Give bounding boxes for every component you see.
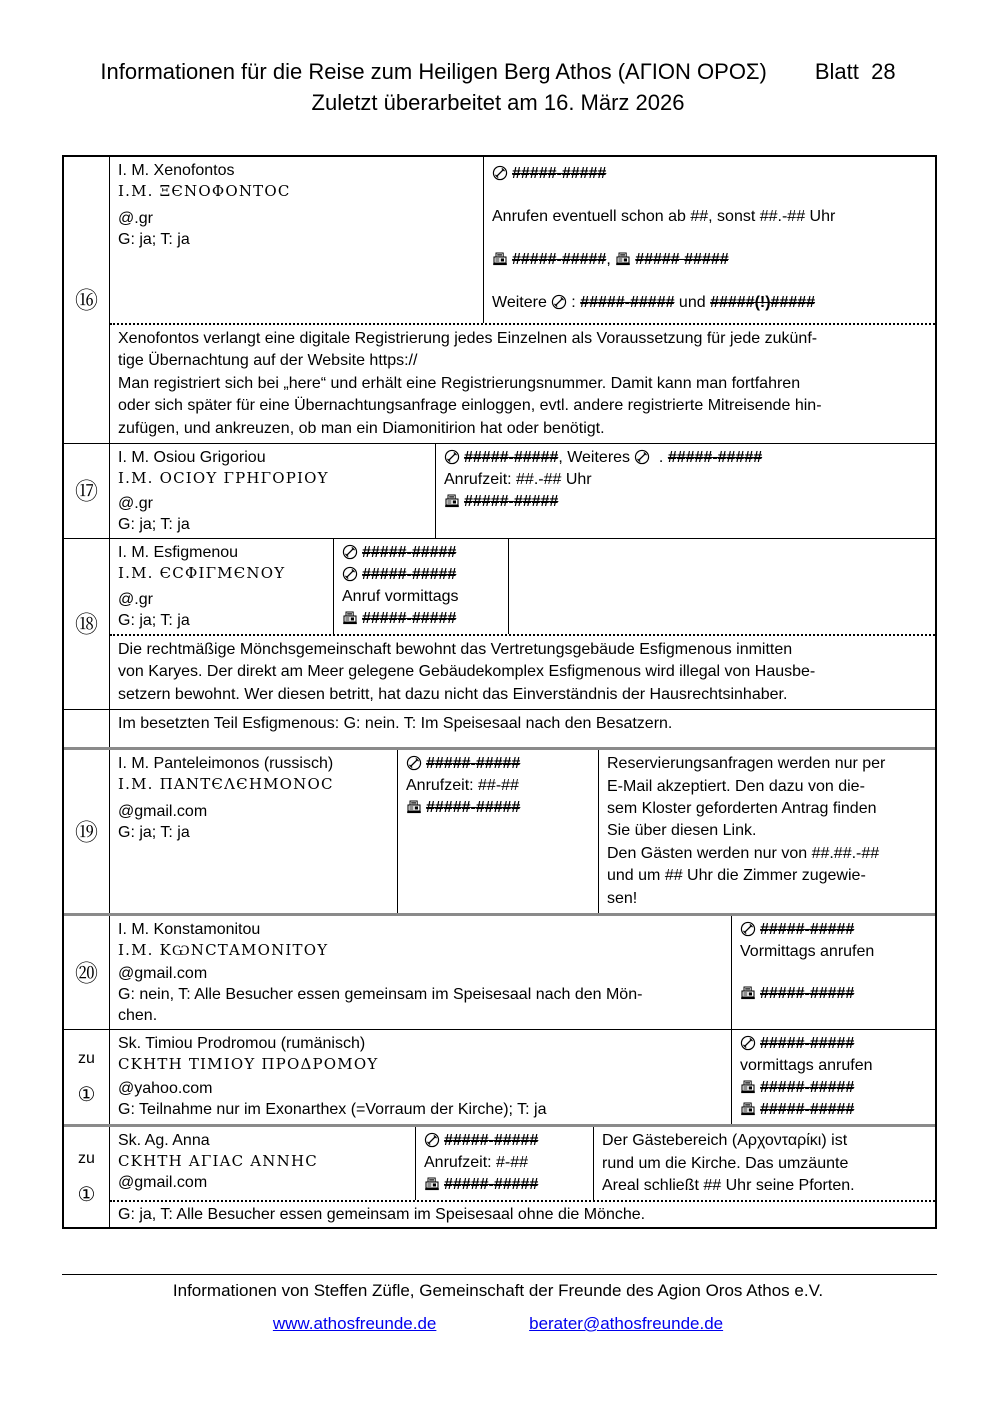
document-header xyxy=(0,56,996,118)
monastery-info-cell xyxy=(110,750,397,913)
call-hint: Anruf vormittags xyxy=(342,588,459,606)
call-time: Anrufzeit: ##-## xyxy=(406,777,519,795)
phone-line xyxy=(740,1033,927,1055)
monastery-name: I. M. Xenofontos xyxy=(118,162,235,179)
fax-icon xyxy=(615,251,631,267)
monastery-greek-name: Ι.Μ. ΚѠΝСΤΑΜΟΝΙΤΟΥ xyxy=(118,941,329,960)
phone-number: #####-##### xyxy=(667,449,763,467)
reservation-note xyxy=(598,750,935,913)
fax-number: #####-##### xyxy=(464,493,559,511)
phone-number: #####-##### xyxy=(426,755,521,773)
phone-number: #####-##### xyxy=(760,1035,855,1053)
monastery-greek-name: Ι.Μ. ΠΑΝΤЄΛЄΗΜΟΝΟС xyxy=(118,775,334,794)
table-row-zu1-anna xyxy=(64,1124,935,1227)
phone-number: #####-##### xyxy=(444,1132,539,1150)
contact-cell xyxy=(415,1127,593,1200)
fax-icon xyxy=(740,1101,756,1117)
fax-icon xyxy=(444,493,460,509)
note-line: und um ## Uhr die Zimmer zugewie- xyxy=(607,867,866,885)
more-phones-line xyxy=(492,292,927,313)
phone-number: #####-##### xyxy=(760,921,855,939)
phone-number: #####-##### xyxy=(512,165,607,182)
row-number-cell-empty xyxy=(64,710,110,747)
phone-number: #####-##### xyxy=(580,294,675,311)
fax-icon xyxy=(492,251,508,267)
phone-line xyxy=(492,163,927,184)
note-line: Areal schließt ## Uhr seine Pforten. xyxy=(602,1176,855,1194)
note-line: Xenofontos verlangt eine digitale Registrierung jedes Einzelnen als Voraussetzung für jede zukünf- xyxy=(118,330,818,347)
separator: und xyxy=(674,294,711,311)
monastery-email: @yahoo.com xyxy=(118,1080,213,1098)
monastery-info-cell xyxy=(110,1030,731,1124)
fax-line xyxy=(740,1099,927,1121)
contact-cell xyxy=(483,157,935,323)
phone-icon xyxy=(740,1035,756,1051)
note-line: sem Kloster geforderten Antrag finden xyxy=(607,800,877,818)
monastery-info-cell xyxy=(110,916,731,1029)
guests-meals-info: G: Teilnahme nur im Exonarthex (=Vorraum der Kirche); T: ja xyxy=(118,1101,547,1119)
call-hint: Anrufen eventuell schon ab ##, sonst ##.-## Uhr xyxy=(492,208,836,225)
note-line: zufügen, und ankreuzen, ob man ein Diamonitirion hat oder benötigt. xyxy=(118,419,605,437)
guests-meals-info: G: ja; T: ja xyxy=(118,231,190,248)
monastery-email: @.gr xyxy=(118,495,153,513)
page-subtitle: Zuletzt überarbeitet am 16. März 2026 xyxy=(311,90,685,115)
phone-number: #####-##### xyxy=(362,566,457,584)
fax-icon xyxy=(424,1176,440,1192)
monastery-email: @.gr xyxy=(118,591,153,609)
separator: , xyxy=(606,251,616,268)
phone-icon xyxy=(634,449,650,465)
guest-area-note xyxy=(593,1127,935,1200)
table-row-17 xyxy=(64,443,935,538)
guests-meals-info: G: ja; T: ja xyxy=(118,824,190,842)
phone-number: #####(!)##### xyxy=(710,294,816,311)
table-row-16 xyxy=(64,157,935,443)
monastery-greek-name: СΚΗΤΗ ΤΙΜΙΟΥ ΠΡΟΔΡΟΜΟΥ xyxy=(118,1055,379,1074)
call-time: Anrufzeit: #-## xyxy=(424,1154,529,1172)
fax-icon xyxy=(406,799,422,815)
monastery-info-cell xyxy=(110,157,483,323)
table-row-20 xyxy=(64,913,935,1029)
phone-icon xyxy=(424,1132,440,1148)
fax-line xyxy=(342,608,500,630)
fax-number: ##### ##### xyxy=(635,251,729,268)
row-number-cell xyxy=(64,1030,110,1124)
phone-line xyxy=(342,542,500,564)
fax-number: #####-##### xyxy=(362,610,457,628)
fax-line xyxy=(740,983,927,1005)
monastery-email: @.gr xyxy=(118,210,153,227)
fax-number: #####-##### xyxy=(426,799,521,817)
empty-cell xyxy=(508,539,935,634)
separator: : xyxy=(571,294,581,311)
fax-line xyxy=(492,249,927,270)
guests-meals-info: G: ja, T: Alle Besucher essen gemeinsam im Speisesaal ohne die Mönche. xyxy=(110,1200,935,1227)
phone-icon xyxy=(342,566,358,582)
fax-line xyxy=(444,491,927,513)
label: Weitere xyxy=(492,294,552,311)
guests-meals-info: chen. xyxy=(118,1007,158,1025)
monastery-info-cell xyxy=(110,444,435,538)
monastery-name: I. M. Osiou Grigoriou xyxy=(118,449,266,467)
monastery-greek-name: Ι.Μ. ОСΙΟΥ ΓΡΗΓΟΡΙΟΥ xyxy=(118,469,329,488)
note-line: Reservierungsanfragen werden nur per xyxy=(607,755,886,773)
row-number-cell xyxy=(64,916,110,1029)
circled-number-17: ⑰ xyxy=(75,478,98,505)
phone-icon xyxy=(492,165,508,181)
note-line: Den Gästen werden nur von ##.##.-## xyxy=(607,844,880,862)
table-row-zu1-prodromou xyxy=(64,1029,935,1124)
phone-line xyxy=(444,447,927,469)
phone-line xyxy=(740,919,927,941)
monastery-info-cell xyxy=(110,1127,415,1200)
call-time: Anrufzeit: ##.-## Uhr xyxy=(444,471,592,489)
note-line: Der Gästebereich (Αρχονταρίκι) ist xyxy=(602,1132,848,1150)
contact-cell xyxy=(731,1030,935,1124)
monastery-name: Sk. Timiou Prodromou (rumänisch) xyxy=(118,1035,366,1053)
monastery-name: I. M. Panteleimonos (russisch) xyxy=(118,755,334,773)
phone-icon xyxy=(551,294,567,310)
page-title: Informationen für die Reise zum Heiligen Berg Athos (ΑΓΙΟΝ ΟΡΟΣ) xyxy=(100,59,767,84)
note-line: oder sich später für eine Übernachtungsanfrage einloggen, evtl. andere registrierte Mitreisende hin- xyxy=(118,397,822,415)
contact-cell xyxy=(435,444,935,538)
fax-line xyxy=(424,1174,585,1196)
contact-cell xyxy=(731,916,935,1029)
phone-icon xyxy=(406,755,422,771)
occupied-part-info: Im besetzten Teil Esfigmenous: G: nein. T: Im Speisesaal nach den Besatzern. xyxy=(118,715,673,733)
row-number-cell xyxy=(64,750,110,913)
email-link[interactable]: berater@athosfreunde.de xyxy=(529,1314,724,1333)
monastery-email: @gmail.com xyxy=(118,965,208,983)
call-hint: Vormittags anrufen xyxy=(740,943,875,961)
phone-icon xyxy=(342,544,358,560)
fax-icon xyxy=(342,610,358,626)
zu-label: zu xyxy=(78,1049,95,1067)
note-line: E-Mail akzeptiert. Den dazu von die- xyxy=(607,777,865,795)
circled-number-20: ⑳ xyxy=(75,959,98,986)
table-row-besetzt xyxy=(64,709,935,747)
monastery-greek-name: Ι.Μ. ΞЄΝΟΦΟΝΤΟС xyxy=(118,182,291,200)
phone-number: #####-##### xyxy=(362,544,457,562)
monastery-greek-name: Ι.Μ. ЄСΦΙΓΜЄΝΟΥ xyxy=(118,564,286,583)
circled-number-19: ⑲ xyxy=(75,818,98,845)
monastery-email: @gmail.com xyxy=(118,1174,208,1192)
row-number-cell xyxy=(64,1127,110,1227)
contact-cell xyxy=(333,539,508,634)
phone-icon xyxy=(444,449,460,465)
note-line: Man registriert sich bei „here“ und erhält eine Registrierungsnummer. Damit kann man fortfahren xyxy=(118,374,801,392)
note-line: Die rechtmäßige Mönchsgemeinschaft bewohnt das Vertretungsgebäude Esfigmenous inmitten xyxy=(118,641,793,659)
fax-number: #####-##### xyxy=(444,1176,539,1194)
phone-line xyxy=(424,1130,585,1152)
guests-meals-info: G: ja; T: ja xyxy=(118,612,190,630)
circled-number-1: ① xyxy=(77,1083,96,1106)
monastery-table xyxy=(62,155,937,1229)
website-link[interactable]: www.athosfreunde.de xyxy=(272,1314,437,1333)
row-number-cell xyxy=(64,539,110,709)
monastery-email: @gmail.com xyxy=(118,803,208,821)
row-number-cell xyxy=(64,444,110,538)
note-line: sen! xyxy=(607,889,638,907)
circled-number-18: ⑱ xyxy=(75,611,98,638)
sheet-number: Blatt 28 xyxy=(814,59,896,84)
phone-icon xyxy=(740,921,756,937)
monastery-name: I. M. Konstamonitou xyxy=(118,921,261,939)
monastery-name: Sk. Ag. Anna xyxy=(118,1132,210,1150)
footer-links xyxy=(0,1314,996,1334)
phone-line xyxy=(342,564,500,586)
guests-meals-info: G: ja; T: ja xyxy=(118,516,190,534)
monastery-name: I. M. Esfigmenou xyxy=(118,544,239,562)
guests-meals-info: G: nein, T: Alle Besucher essen gemeinsam im Speisesaal nach den Mön- xyxy=(118,986,643,1004)
esfigmenou-note xyxy=(110,634,935,709)
monastery-greek-name: СΚΗΤΗ ΑΓΙΑС ΑΝΝΗС xyxy=(118,1152,318,1171)
fax-number: #####-##### xyxy=(512,251,607,268)
separator: , Weiteres xyxy=(558,449,635,467)
fax-number: #####-##### xyxy=(760,1079,855,1097)
contact-cell xyxy=(397,750,598,913)
monastery-info-cell xyxy=(110,539,333,634)
note-line: rund um die Kirche. Das umzäunte xyxy=(602,1154,849,1172)
registration-note xyxy=(110,323,935,443)
note-line: setzern bewohnt. Wer diesen betritt, hat dazu nicht das Einverständnis der Hausrechtsinhaber. xyxy=(118,685,788,703)
footer-divider xyxy=(62,1274,937,1275)
fax-line xyxy=(740,1077,927,1099)
row-number-cell xyxy=(64,157,110,443)
zu-label: zu xyxy=(78,1149,95,1167)
phone-number: #####-##### xyxy=(464,449,559,467)
footer-credit: Informationen von Steffen Züfle, Gemeinschaft der Freunde des Agion Oros Athos e.V. xyxy=(172,1281,824,1300)
note-line: von Karyes. Der direkt am Meer gelegene Gebäudekomplex Esfigmenous wird illegal von Hausbe- xyxy=(118,663,816,681)
table-row-18 xyxy=(64,538,935,709)
fax-line xyxy=(406,797,590,819)
fax-number: #####-##### xyxy=(760,985,855,1003)
note-line: Sie über diesen Link. xyxy=(607,822,757,840)
title-line xyxy=(0,56,996,87)
circled-number-16: ⑯ xyxy=(75,287,98,314)
phone-line xyxy=(406,753,590,775)
circled-number-1: ① xyxy=(77,1183,96,1206)
fax-number: #####-##### xyxy=(760,1101,855,1119)
fax-icon xyxy=(740,1079,756,1095)
separator: . xyxy=(654,449,668,467)
table-row-19 xyxy=(64,747,935,913)
note-line: tige Übernachtung auf der Website https:// xyxy=(118,352,418,370)
call-hint: vormittags anrufen xyxy=(740,1057,873,1075)
fax-icon xyxy=(740,985,756,1001)
